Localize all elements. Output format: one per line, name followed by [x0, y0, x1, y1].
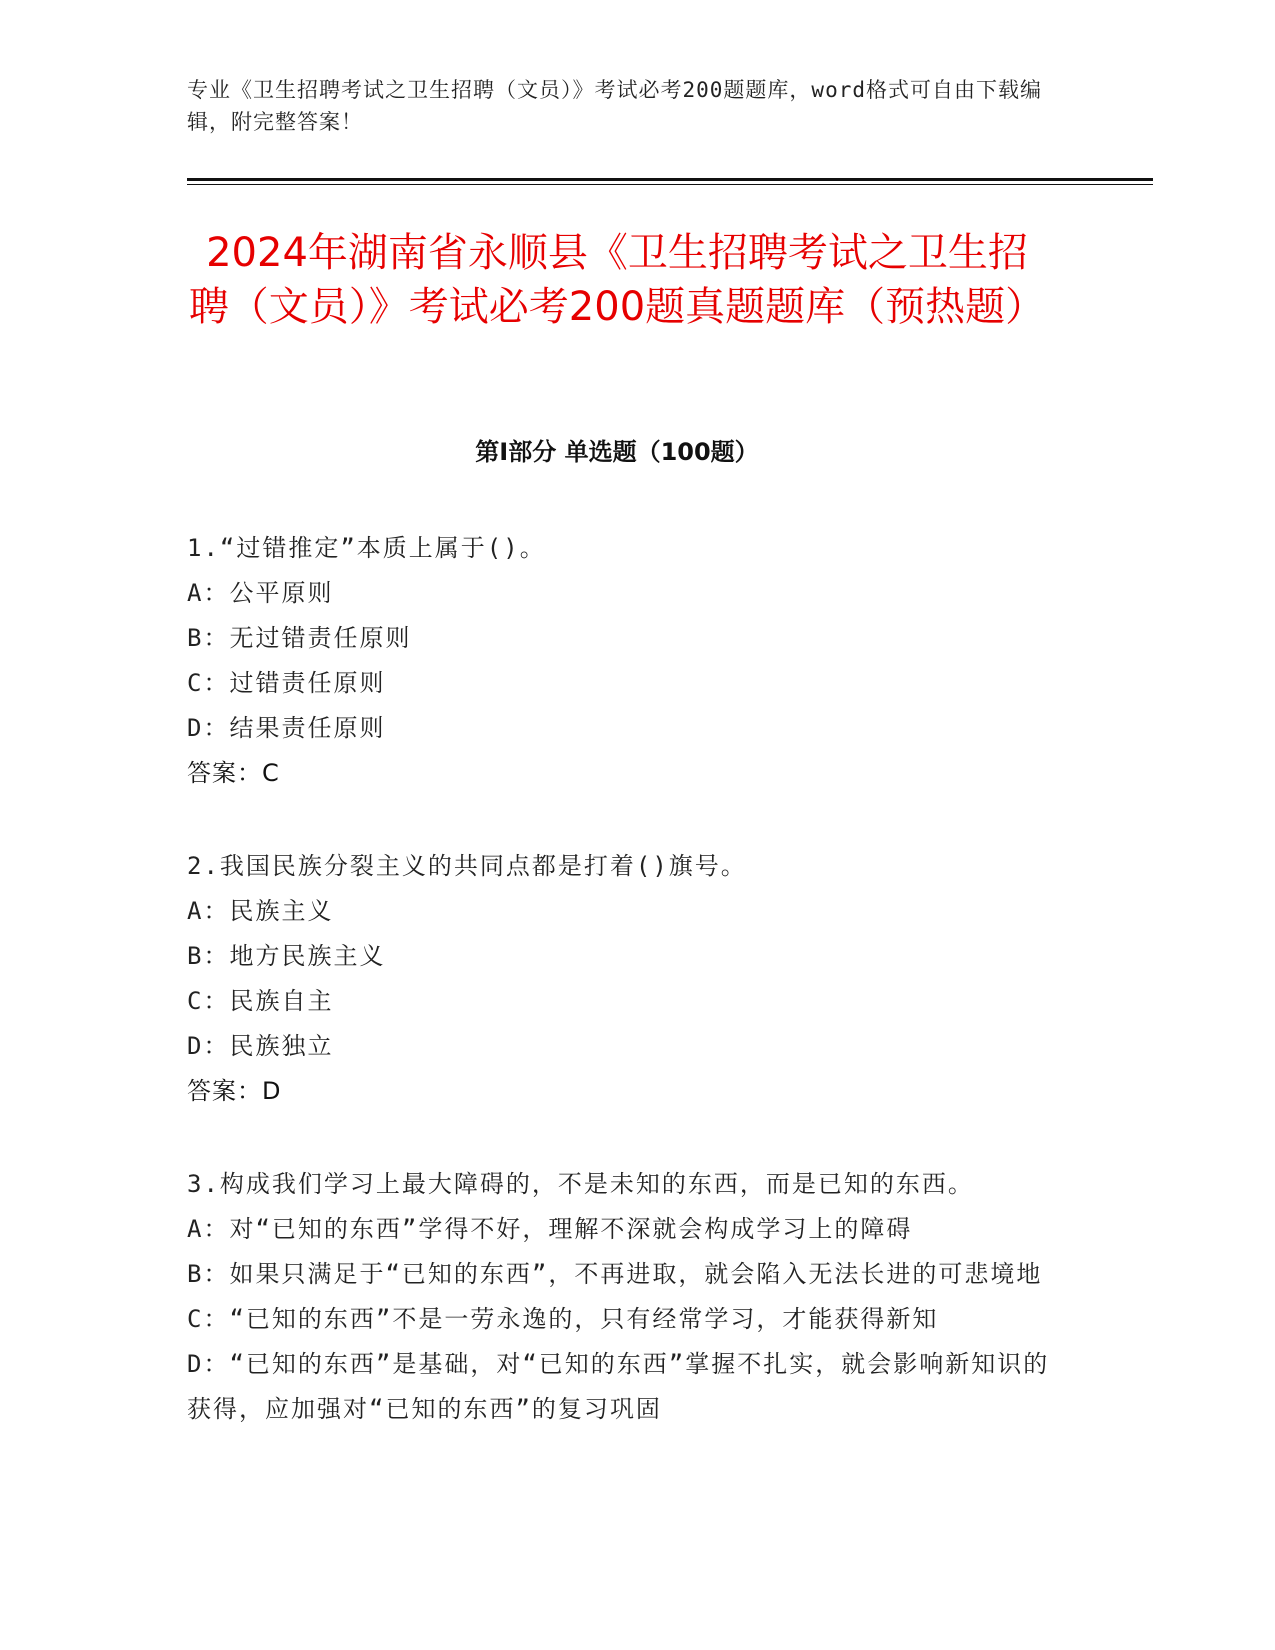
option-b: B：地方民族主义 [187, 942, 386, 970]
header-note: 专业《卫生招聘考试之卫生招聘（文员）》考试必考200题题库，word格式可自由下载编辑，附完整答案！ [187, 78, 1042, 134]
question-1 [187, 526, 1067, 796]
document-title: 2024年湖南省永顺县《卫生招聘考试之卫生招聘（文员）》考试必考200题真题题库（预热题） [188, 230, 1046, 330]
question-3 [187, 1162, 1067, 1432]
option-c: C：过错责任原则 [187, 669, 386, 697]
option-c: C：“已知的东西”不是一劳永逸的，只有经常学习，才能获得新知 [187, 1305, 939, 1333]
option-a: A：民族主义 [187, 897, 334, 925]
option-b: B：无过错责任原则 [187, 624, 412, 652]
option-a: A：对“已知的东西”学得不好，理解不深就会构成学习上的障碍 [187, 1215, 913, 1243]
question-stem: 2.我国民族分裂主义的共同点都是打着()旗号。 [187, 852, 747, 880]
header-divider-thin [187, 184, 1153, 185]
section-title: 第Ⅰ部分 单选题（100题） [475, 438, 759, 466]
option-d: D：结果责任原则 [187, 714, 386, 742]
option-d: D：民族独立 [187, 1032, 334, 1060]
option-c: C：民族自主 [187, 987, 334, 1015]
option-a: A：公平原则 [187, 579, 334, 607]
option-b: B：如果只满足于“已知的东西”，不再进取，就会陷入无法长进的可悲境地 [187, 1260, 1043, 1288]
question-stem: 1.“过错推定”本质上属于()。 [187, 534, 546, 562]
question-2 [187, 844, 1067, 1114]
option-d: D：“已知的东西”是基础，对“已知的东西”掌握不扎实，就会影响新知识的获得，应加强对“已知的东西”的复习巩固 [187, 1350, 1050, 1423]
header-divider [187, 178, 1153, 181]
answer: 答案：D [187, 1077, 282, 1105]
question-stem: 3.构成我们学习上最大障碍的，不是未知的东西，而是已知的东西。 [187, 1170, 974, 1198]
answer: 答案：C [187, 759, 280, 787]
